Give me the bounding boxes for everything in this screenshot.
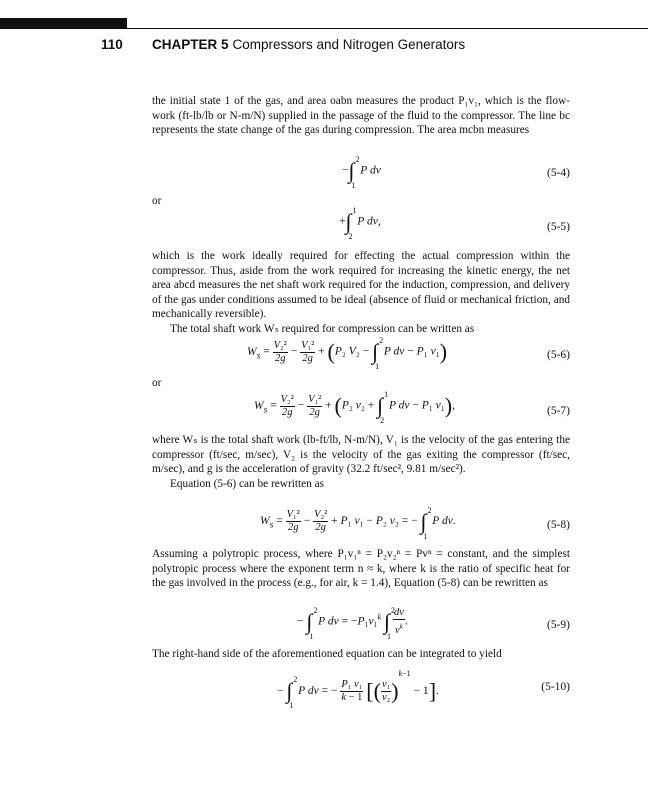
chapter-title: Compressors and Nitrogen Generators bbox=[232, 37, 466, 52]
running-head bbox=[152, 37, 465, 52]
page-number: 110 bbox=[101, 37, 123, 52]
or-1 bbox=[152, 194, 570, 209]
equation-5-6 bbox=[152, 336, 570, 373]
or-1-text: or bbox=[152, 195, 162, 207]
paragraph-6-text: Assuming a polytropic process, where P₁v₁ⁿ = P₂v₂ⁿ = Pvⁿ = constant, and the simplest polytropic process where the exponent term n ≈ k, where k is the ratio of specific heat for the gas involved in the process (e.g., for air, k = 1.4), Equation (5-8) can be rewritten as bbox=[152, 548, 570, 589]
paragraph-1 bbox=[152, 94, 570, 138]
paragraph-6 bbox=[152, 547, 570, 591]
equation-5-8 bbox=[152, 505, 570, 543]
equation-5-6-number: (5-6) bbox=[547, 349, 570, 361]
paragraph-5-text: Equation (5-6) can be rewritten as bbox=[170, 477, 325, 490]
equation-5-5 bbox=[152, 206, 570, 245]
or-2-text: or bbox=[152, 377, 162, 389]
paragraph-4-text: where Wₛ is the total shaft work (lb-ft/lb, N-m/N), V₁ is the velocity of the gas entering the compressor (ft/sec, m/sec), V₂ is the velocity of the gas exiting the compressor (ft/sec, m/sec), and g is the acceleration of gravity (32.2 ft/sec², 9.81 m/sec²). bbox=[152, 434, 570, 475]
equation-5-7 bbox=[152, 390, 570, 427]
paragraph-7-text: The right-hand side of the aforementioned equation can be integrated to yield bbox=[152, 648, 502, 660]
equation-5-10 bbox=[152, 669, 570, 709]
equation-5-5-body: +∫ 1 2 P dv, bbox=[339, 206, 381, 241]
equation-5-10-body: − ∫ 2 1 P dv = − $\frac{\text{P₁ v₁}}{k - 1}$ [( $\frac{\text{v₁}}{\text{v₂}}$ )$^{k-1}$ − 1]. bbox=[277, 669, 439, 711]
paragraph-2-text: which is the work ideally required for effecting the actual compression within the compressor. Thus, aside from the work required for increasing the kinetic energy, the net area abcd measures the net shaft work required for the induction, compression, and delivery of the gas under conditions assumed to be ideal (absence of fluid or mechanical friction, and mechanically reversible). bbox=[152, 250, 570, 320]
equation-5-6-body: $W_s$ = $\frac{\text{V₂²}}{2g}$ − $\frac{\text{V₁²}}{2g}$ + (P₂ V₂ − ∫ 2 1 P dv − P₁ v₁) bbox=[247, 336, 448, 371]
equation-5-9 bbox=[152, 607, 570, 641]
equation-5-8-number: (5-8) bbox=[547, 519, 570, 531]
or-2 bbox=[152, 376, 570, 391]
equation-5-9-number: (5-9) bbox=[547, 619, 570, 631]
paragraph-4 bbox=[152, 433, 570, 491]
paragraph-2 bbox=[152, 249, 570, 336]
equation-5-10-number: (5-10) bbox=[541, 681, 570, 693]
equation-5-4-body: −∫ 2 1 P dv bbox=[342, 155, 381, 190]
header-rule bbox=[127, 28, 648, 29]
equation-5-4-number: (5-4) bbox=[547, 167, 570, 179]
equation-5-5-number: (5-5) bbox=[547, 221, 570, 233]
paragraph-7 bbox=[152, 647, 570, 662]
paragraph-3-text: The total shaft work Wₛ required for compression can be written as bbox=[170, 322, 475, 335]
chapter-label: CHAPTER 5 bbox=[152, 37, 229, 52]
header-bar bbox=[0, 18, 127, 29]
equation-5-7-body: $W_s$ = $\frac{\text{V₂²}}{2g}$ − $\frac{\text{V₁²}}{2g}$ + (P₂ v₂ + ∫ 1 2 P dv − P₁ v₁), bbox=[254, 390, 455, 425]
page-header bbox=[0, 37, 648, 57]
paragraph-1-text: the initial state 1 of the gas, and area oabn measures the product P₁v₁, which is the flow-work (ft-lb/lb or N-m/N) supplied in the passage of the fluid to the compressor. The line bc represents the state change of the gas during compression. The area mcbn measures bbox=[152, 95, 570, 136]
equation-5-8-body: $W_s$ = $\frac{\text{V₁²}}{2g}$ − $\frac{\text{V₂²}}{2g}$ + P₁ v₁ − P₂ v₂ = − ∫ 2 1 P dv. bbox=[260, 505, 456, 541]
equation-5-9-body: − ∫ 2 1 P dv = −P₁v₁$^k$ ∫ 2 1 $\frac{dv}{v^k}$ . bbox=[297, 605, 408, 641]
equation-5-7-number: (5-7) bbox=[547, 405, 570, 417]
equation-5-4 bbox=[152, 155, 570, 194]
